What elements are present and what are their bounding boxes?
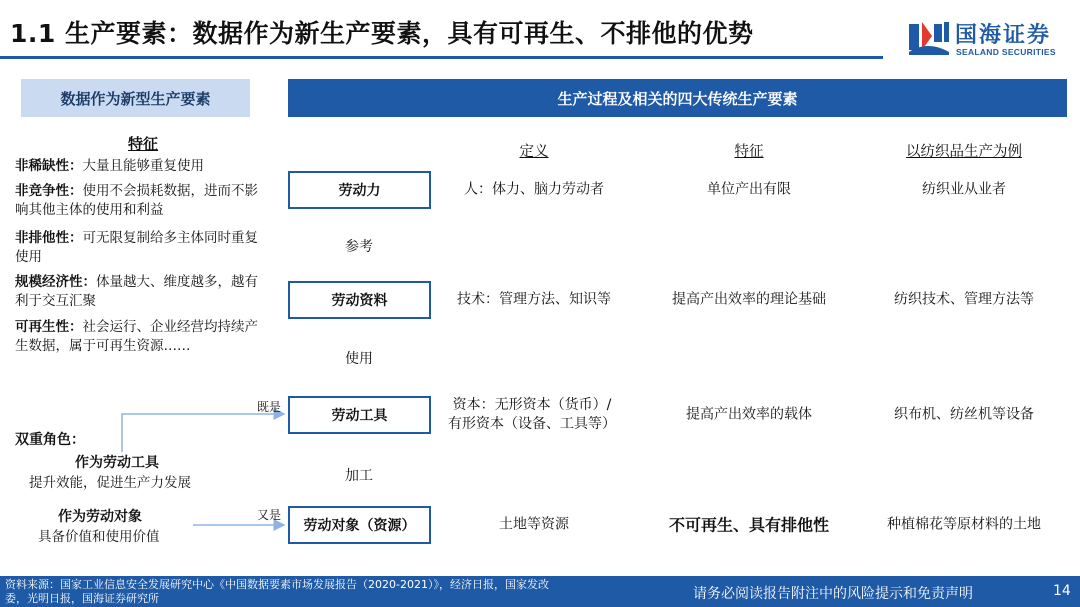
means-feature: 提高产出效率的理论基础 [672,291,826,308]
factor-means-box: 劳动资料 [288,281,431,319]
tool-definition [448,396,616,434]
labor-feature: 单位产出有限 [707,181,791,198]
column-header-example: 以纺织品生产为例 [906,144,1022,160]
feature-sep: ： [69,230,83,246]
footer-bar [0,576,1080,607]
logo-text-cn: 国海证券 [955,23,1052,48]
right-section-header: 生产过程及相关的四大传统生产要素 [288,79,1067,117]
feature-sep: ： [82,274,96,290]
role-tool-desc: 提升效能，促进生产力发展 [29,475,191,491]
column-header-feature: 特征 [734,144,764,160]
factor-tool-box: 劳动工具 [288,396,431,434]
dual-role-sep: ： [71,432,85,448]
features-heading: 特征 [128,135,159,153]
feature-text: 大量且能够重复使用 [82,158,204,174]
label-is-tool: 既是 [257,400,282,414]
feature-text: 体量越大、维度越多，越有利于交互汇聚 [15,274,258,309]
factor-labor-box: 劳动力 [288,171,431,209]
role-object-desc: 具备价值和使用价值 [38,529,160,545]
feature-sep: ： [69,319,83,335]
object-example: 种植棉花等原材料的土地 [887,516,1041,533]
footer-source: 资料来源：国家工业信息安全发展研究中心《中国数据要素市场发展报告（2020-2021）》，经济日报，国家发改委，光明日报，国海证券研究所 [5,578,549,605]
tool-arrow [122,414,284,452]
left-section-header: 数据作为新型生产要素 [21,79,250,117]
feature-text: 使用不会损耗数据，进而不影响其他主体的使用和利益 [15,183,258,218]
dual-role-label: 双重角色 [15,432,71,448]
feature-sep: ： [69,158,83,174]
role-object-title: 作为劳动对象 [58,509,142,525]
feature-sep: ： [69,183,83,199]
between-label-reference: 参考 [345,239,373,255]
tool-definition-line2: 有形资本（设备、工具等） [448,416,616,432]
footer-disclaimer: 请务必阅读报告附注中的风险提示和免责声明 [693,586,973,602]
tool-example: 织布机、纺丝机等设备 [894,406,1034,423]
feature-name: 可再生性 [15,319,69,335]
label-is-object: 又是 [257,508,282,522]
feature-name: 非排他性 [15,230,69,246]
object-feature: 不可再生、具有排他性 [668,515,830,535]
feature-name: 非稀缺性 [15,158,69,174]
feature-name: 非竞争性 [15,183,69,199]
between-label-use: 使用 [345,351,373,367]
labor-example: 纺织业从业者 [922,181,1006,198]
labor-definition: 人：体力、脑力劳动者 [464,181,604,198]
logo-text-en: SEALAND SECURITIES [956,47,1056,57]
factor-object-box: 劳动对象（资源） [288,506,431,544]
between-label-process: 加工 [345,468,373,484]
column-header-definition: 定义 [519,144,549,160]
tool-definition-line1: 资本：无形资本（货币）/ [452,397,612,413]
page-title: 1.1 生产要素：数据作为新生产要素，具有可再生、不排他的优势 [10,19,754,48]
object-definition: 土地等资源 [499,516,569,533]
feature-text: 社会运行、企业经营均持续产生数据，属于可再生资源…… [15,319,258,354]
means-example: 纺织技术、管理方法等 [894,291,1034,308]
feature-name: 规模经济性 [15,274,83,290]
page-number: 14 [1053,583,1071,599]
feature-text: 可无限复制给多主体同时重复使用 [15,230,258,265]
tool-feature: 提高产出效率的载体 [686,406,812,423]
role-tool-title: 作为劳动工具 [75,455,159,471]
means-definition: 技术：管理方法、知识等 [457,291,611,308]
